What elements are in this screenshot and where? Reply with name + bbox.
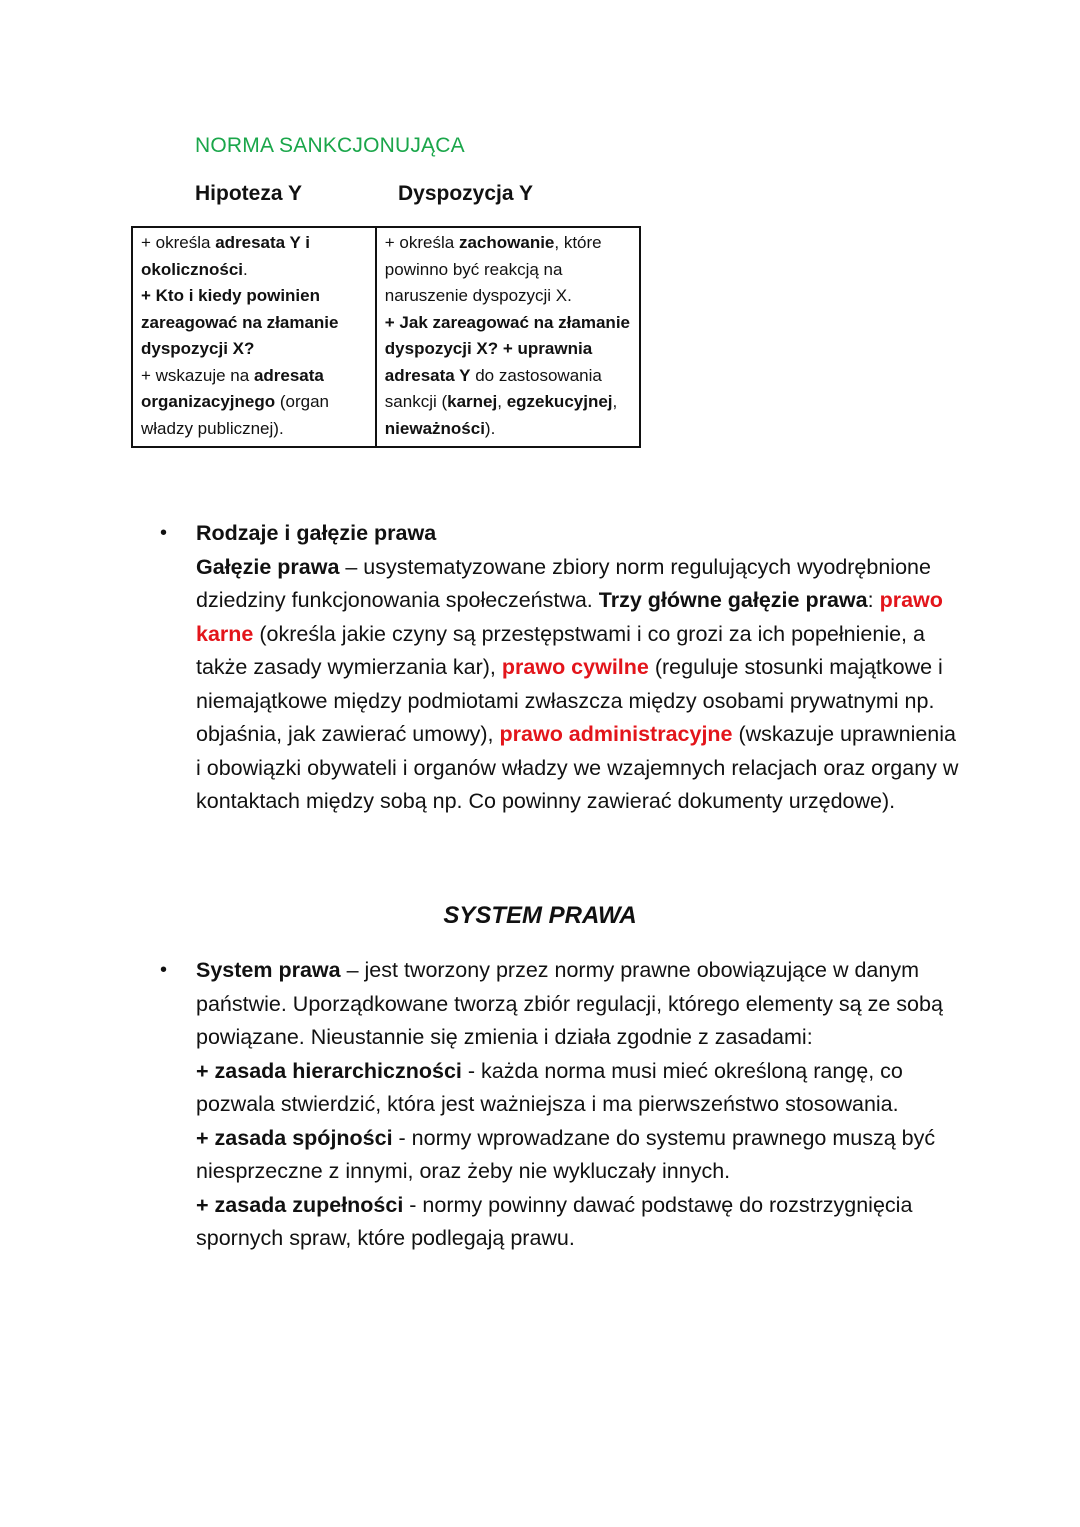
text: + określa	[141, 233, 216, 252]
section-galezie-prawa	[160, 517, 966, 819]
paragraph	[196, 954, 966, 1055]
text: , które powinno być reakcją na naruszenie dyspozycji X.	[384, 233, 602, 305]
bullet-icon: •	[160, 959, 168, 981]
system-prawa-heading: SYSTEM PRAWA	[443, 902, 637, 929]
bold-text: uprawnia adresata Y	[384, 339, 593, 385]
dyspozycja-cell	[376, 227, 640, 447]
highlight-prawo-cywilne: prawo cywilne	[501, 655, 649, 679]
highlight-prawo-administracyjne: prawo administracyjne	[499, 722, 733, 746]
text: ,	[612, 392, 618, 411]
paragraph	[196, 551, 966, 819]
text: (wskazuje uprawnienia i obowiązki obywateli i organów władzy we wzajemnych relacjach oraz organy w kontaktach między sobą np. Co powinny zawierać dokumenty urzędowe).	[196, 722, 959, 813]
text: + określa	[384, 233, 459, 252]
text: do zastosowania sankcji (	[384, 365, 602, 411]
rule-desc: - normy wprowadzane do systemu prawnego muszą być niesprzeczne z innymi, oraz żeby nie wykluczały innych.	[196, 1125, 936, 1183]
section-heading: Rodzaje i gałęzie prawa	[196, 521, 437, 545]
rule-name: + zasada spójności	[196, 1125, 393, 1150]
bold-text: adresata organizacyjnego	[141, 365, 324, 411]
hipoteza-header: Hipoteza Y	[195, 182, 302, 205]
hipoteza-cell	[132, 227, 376, 447]
text: + wskazuje na	[141, 365, 254, 385]
rule-name: + zasada hierarchiczności	[196, 1058, 462, 1083]
bold-text: + Jak zareagować na złamanie dyspozycji X? +	[384, 312, 630, 358]
text: – usystematyzowane zbiory norm regulujących wyodrębnione dziedziny funkcjonowania społeczeństwa.	[196, 554, 931, 612]
bullet-icon: •	[160, 522, 168, 544]
term: System prawa	[196, 958, 341, 982]
bold-text: karnej	[447, 392, 498, 411]
text: (reguluje stosunki majątkowe i niemajątkowe między podmiotami zwłaszcza między osobami prywatnymi np. objaśnia, jak zawierać umowy),	[196, 655, 943, 746]
bold-text: adresata Y i okoliczności	[141, 233, 311, 279]
term: Gałęzie prawa	[196, 554, 340, 579]
text: (określa jakie czyny są przestępstwami i co grozi za ich popełnienie, a także zasady wymierzania kar),	[196, 621, 925, 679]
bold-text: Trzy główne gałęzie prawa	[598, 588, 868, 612]
rule-name: + zasada zupełności	[196, 1192, 404, 1217]
norma-title: NORMA SANKCJONUJĄCA	[195, 134, 465, 157]
section-system-prawa	[160, 954, 966, 1256]
bold-text: egzekucyjnej	[506, 392, 613, 411]
bold-text: + Kto i kiedy powinien zareagować na złamanie dyspozycji X?	[141, 286, 339, 358]
rule-hierarchicznosci	[196, 1055, 966, 1122]
rule-desc: - normy powinny dawać podstawę do rozstrzygnięcia spornych spraw, które podlegają prawu.	[196, 1192, 913, 1250]
norma-table	[131, 226, 641, 448]
text: ,	[497, 392, 507, 411]
dyspozycja-header: Dyspozycja Y	[398, 182, 534, 205]
rule-zupelnosci	[196, 1189, 966, 1256]
highlight-prawo-karne: prawo karne	[196, 588, 943, 646]
bold-text: zachowanie	[458, 233, 555, 252]
text: ).	[484, 418, 496, 438]
rule-desc: - każda norma musi mieć określoną rangę, co pozwala stwierdzić, która jest ważniejsza i ma pierwszeństwo stosowania.	[196, 1058, 903, 1116]
text: – jest tworzony przez normy prawne obowiązujące w danym państwie. Uporządkowane tworzą zbiór regulacji, którego elementy są ze sobą powiązane. Nieustannie się zmienia i działa zgodnie z zasadami:	[196, 958, 943, 1049]
text: .	[243, 259, 248, 279]
text: (organ władzy publicznej).	[141, 392, 330, 438]
text: :	[867, 588, 880, 612]
table-row	[132, 227, 640, 447]
bold-text: nieważności	[384, 418, 485, 438]
rule-spojnosci	[196, 1122, 966, 1189]
